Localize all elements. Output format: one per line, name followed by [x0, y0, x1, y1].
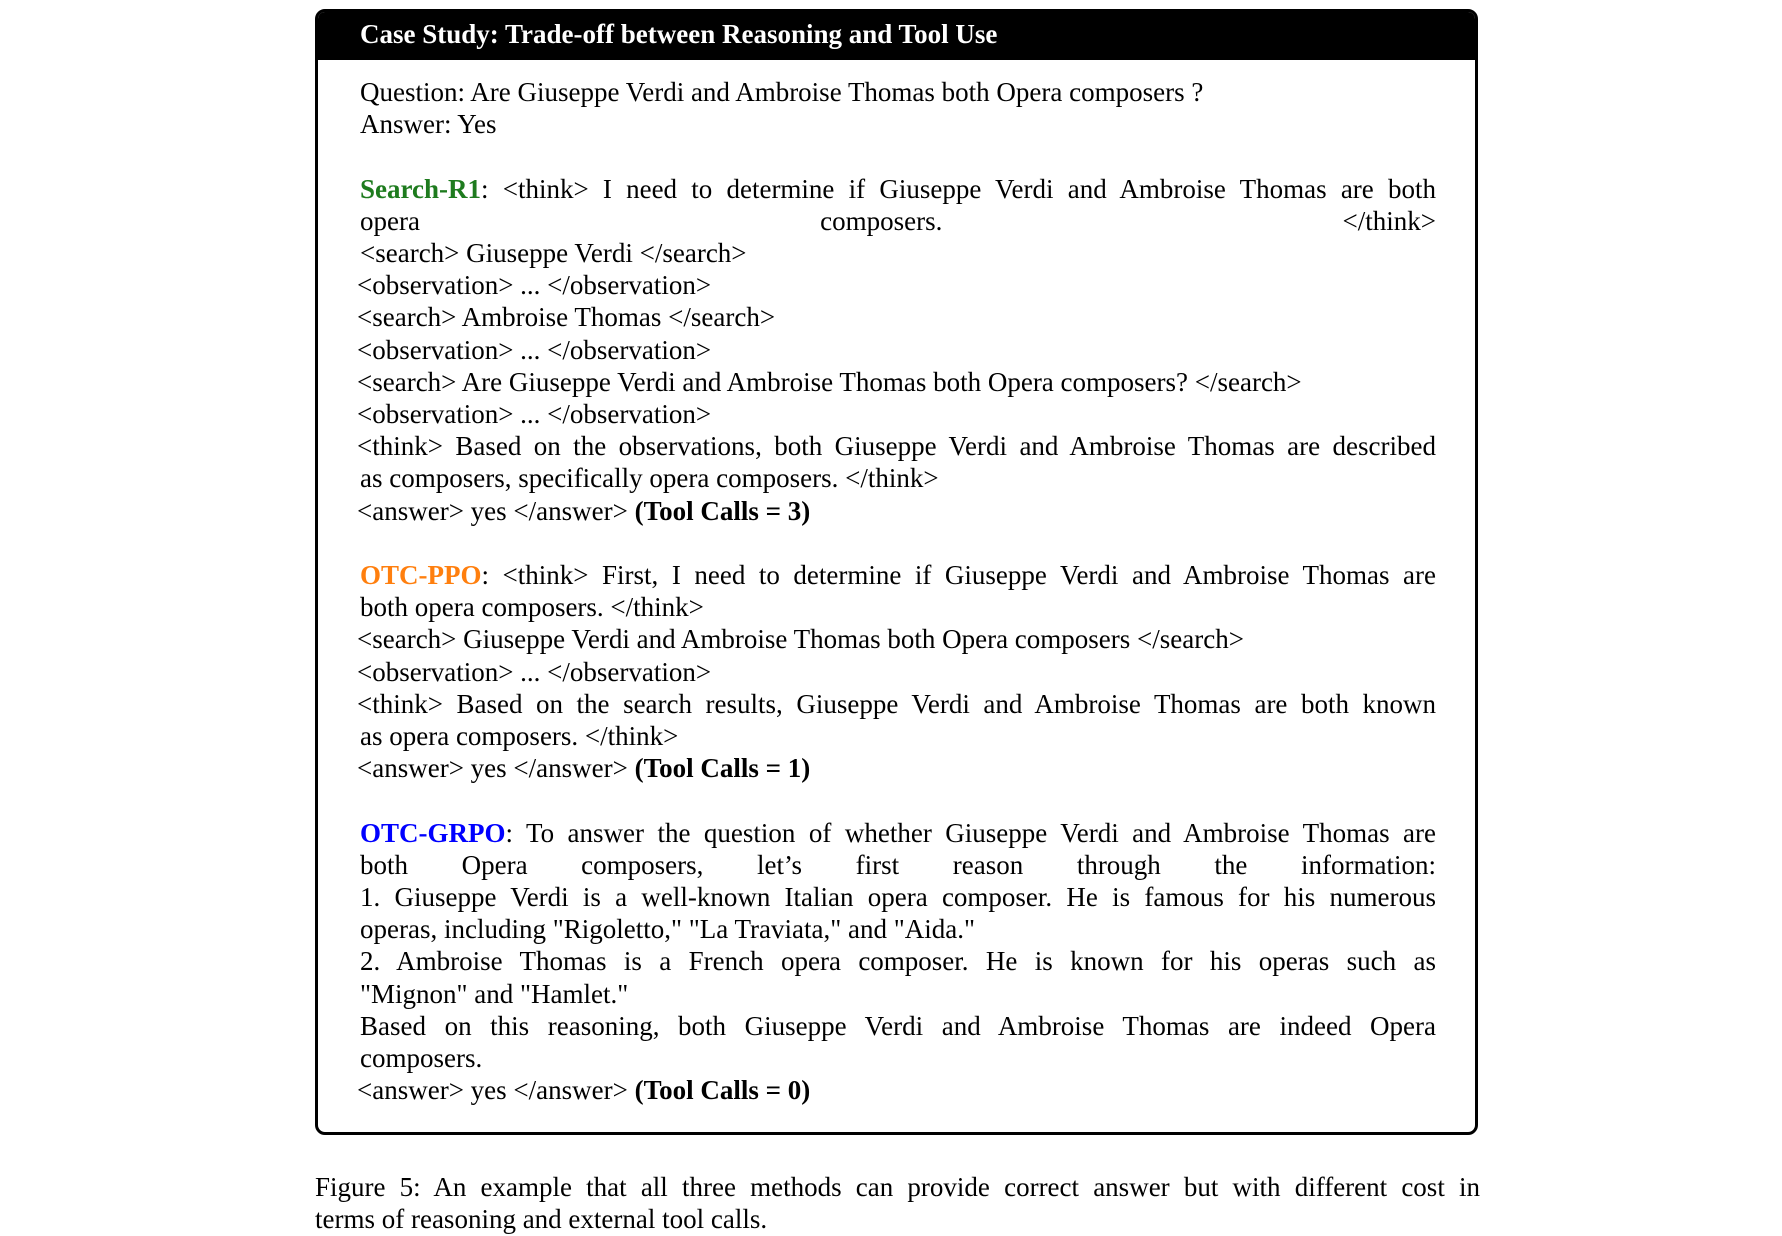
method-name: Search-R1	[360, 173, 481, 204]
transcript-line: <observation> ... </observation>	[357, 334, 712, 365]
method-name: OTC-PPO	[360, 560, 482, 591]
method-first-line	[360, 817, 1436, 849]
case-study-body	[357, 76, 1436, 1106]
answer-line	[357, 752, 1436, 784]
transcript-line: Based on this reasoning, both Giuseppe Verdi and Ambroise Thomas are indeed Opera	[360, 1010, 1436, 1041]
transcript-line: 1. Giuseppe Verdi is a well-known Italian opera composer. He is famous for his numerous	[360, 882, 1436, 913]
case-study-title: Case Study: Trade-off between Reasoning and Tool Use	[318, 12, 1475, 60]
question-text: Question: Are Giuseppe Verdi and Ambroise Thomas both Opera composers ?	[360, 77, 1204, 107]
transcript-line: 2. Ambroise Thomas is a French opera composer. He is known for his operas such as	[360, 946, 1436, 977]
transcript-line: <search> Ambroise Thomas </search>	[357, 302, 776, 333]
blank-line	[360, 140, 1436, 172]
answer-line	[357, 495, 1436, 527]
transcript-line: <observation> ... </observation>	[357, 399, 712, 430]
tool-calls-count: (Tool Calls = 3)	[634, 495, 811, 526]
method-name: OTC-GRPO	[360, 817, 506, 848]
caption-line-2: terms of reasoning and external tool calls.	[315, 1204, 768, 1234]
caption-line-1: Figure 5: An example that all three methods can provide correct answer but with different cost in	[315, 1172, 1480, 1202]
answer-text: Answer: Yes	[360, 109, 497, 140]
transcript-line: both opera composers. </think>	[360, 592, 704, 623]
answer-tag: <answer> yes </answer>	[357, 1075, 635, 1106]
method-text: : <think> I need to determine if Giuseppe Verdi and Ambroise Thomas are both	[481, 173, 1436, 204]
figure-caption	[315, 1171, 1480, 1235]
transcript-line: <search> Giuseppe Verdi </search>	[360, 238, 747, 268]
method-first-line	[360, 173, 1436, 205]
transcript-line: <observation> ... </observation>	[357, 270, 712, 301]
blank-line	[360, 784, 1436, 816]
tool-calls-count: (Tool Calls = 0)	[634, 1075, 811, 1106]
transcript-line: composers.	[360, 1043, 483, 1074]
answer-tag: <answer> yes </answer>	[357, 495, 635, 526]
transcript-line: both Opera composers, let’s first reason through the information:	[360, 849, 1436, 880]
transcript-line: <think> Based on the observations, both Giuseppe Verdi and Ambroise Thomas are described	[357, 431, 1436, 462]
transcript-line: as opera composers. </think>	[360, 721, 679, 752]
method-first-line	[360, 559, 1436, 591]
tool-calls-count: (Tool Calls = 1)	[634, 753, 811, 784]
answer-tag: <answer> yes </answer>	[357, 753, 635, 784]
transcript-line: <observation> ... </observation>	[357, 656, 712, 687]
answer-line	[357, 1074, 1436, 1106]
transcript-line: <search> Are Giuseppe Verdi and Ambroise Thomas both Opera composers? </search>	[357, 366, 1302, 397]
transcript-line: operas, including "Rigoletto," "La Traviata," and "Aida."	[360, 914, 976, 945]
transcript-line: <think> Based on the search results, Giuseppe Verdi and Ambroise Thomas are both known	[357, 688, 1436, 719]
transcript-line: as composers, specifically opera composers. </think>	[360, 463, 939, 494]
method-transcripts	[357, 140, 1436, 1106]
blank-line	[360, 527, 1436, 559]
transcript-line: opera composers. </think>	[360, 205, 1436, 236]
transcript-line: <search> Giuseppe Verdi and Ambroise Thomas both Opera composers </search>	[357, 624, 1244, 655]
method-text: : <think> First, I need to determine if Giuseppe Verdi and Ambroise Thomas are	[481, 560, 1436, 591]
case-study-box	[315, 9, 1478, 1135]
transcript-line: "Mignon" and "Hamlet."	[360, 978, 629, 1009]
method-text: : To answer the question of whether Giuseppe Verdi and Ambroise Thomas are	[505, 817, 1436, 848]
